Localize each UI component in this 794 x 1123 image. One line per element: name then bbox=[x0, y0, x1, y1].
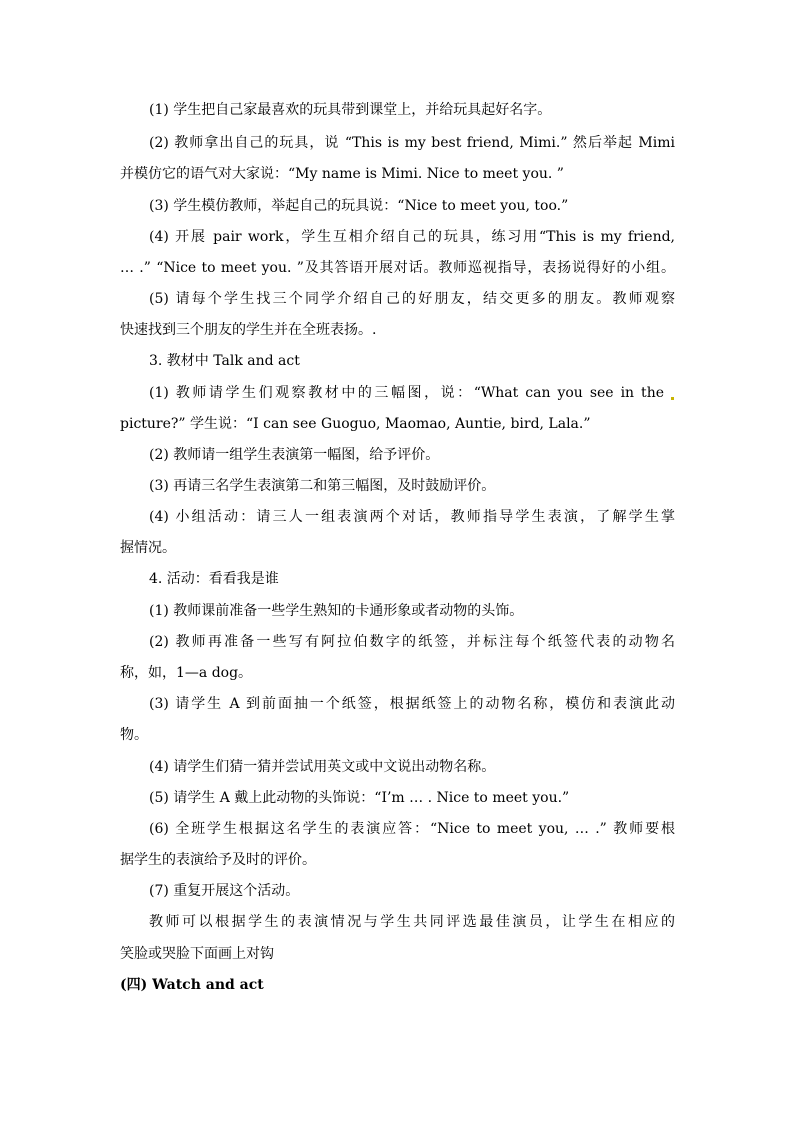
text-line-12: (2) 教师请一组学生表演第一幅图，给予评价。 bbox=[149, 447, 440, 463]
text-line-6: … .” “Nice to meet you. ”及其答语开展对话。教师巡视指导，表扬说得好的小组。 bbox=[120, 260, 675, 276]
text-line-5: (4) 开展 pair work，学生互相介绍自己的玩具，练习用“This is my friend, bbox=[149, 229, 675, 245]
text-line-21: 物。 bbox=[120, 727, 148, 743]
text-line-20: (3) 请学生 A 到前面抽一个纸签，根据纸签上的动物名称，模仿和表演此动 bbox=[149, 696, 675, 712]
text-line-11: picture?” 学生说：“I can see Guoguo, Maomao, Auntie, bird, Lala.” bbox=[120, 416, 591, 432]
text-line-19: 称，如，1—a dog。 bbox=[120, 665, 253, 681]
text-line-24: (6) 全班学生根据这名学生的表演应答：“Nice to meet you, … .” 教师要根 bbox=[149, 821, 675, 837]
text-line-17: (1) 教师课前准备一些学生熟知的卡通形象或者动物的头饰。 bbox=[149, 603, 524, 619]
text-line-22: (4) 请学生们猜一猜并尝试用英文或中文说出动物名称。 bbox=[149, 759, 496, 775]
text-line-28: 笑脸或哭脸下面画上对钩 bbox=[120, 946, 274, 962]
text-line-26: (7) 重复开展这个活动。 bbox=[149, 883, 300, 899]
text-line-3: 并模仿它的语气对大家说：“My name is Mimi. Nice to meet you. ” bbox=[120, 166, 564, 182]
text-line-15: 握情况。 bbox=[120, 540, 176, 556]
text-line-7: (5) 请每个学生找三个同学介绍自己的好朋友，结交更多的朋友。教师观察 bbox=[149, 291, 675, 307]
text-line-27: 教师可以根据学生的表演情况与学生共同评选最佳演员，让学生在相应的 bbox=[149, 914, 675, 930]
text-line-13: (3) 再请三名学生表演第二和第三幅图，及时鼓励评价。 bbox=[149, 478, 496, 494]
text-line-18: (2) 教师再准备一些写有阿拉伯数字的纸签，并标注每个纸签代表的动物名 bbox=[149, 634, 675, 650]
text-line-14: (4) 小组活动：请三人一组表演两个对话，教师指导学生表演，了解学生掌 bbox=[149, 509, 675, 525]
section-heading-4: 4. 活动：看看我是谁 bbox=[149, 571, 279, 587]
text-line-23: (5) 请学生 A 戴上此动物的头饰说：“I’m … . Nice to meet you.” bbox=[149, 790, 570, 806]
text-line-1: (1) 学生把自己家最喜欢的玩具带到课堂上，并给玩具起好名字。 bbox=[149, 102, 552, 118]
section-heading-watch-and-act: (四) Watch and act bbox=[120, 977, 264, 993]
text-line-10: (1) 教师请学生们观察教材中的三幅图，说：“What can you see in the bbox=[149, 385, 664, 401]
text-line-8: 快速找到三个朋友的学生并在全班表扬。. bbox=[120, 322, 377, 338]
text-line-2: (2) 教师拿出自己的玩具，说 “This is my best friend, Mimi.” 然后举起 Mimi bbox=[149, 135, 675, 151]
text-line-25: 据学生的表演给予及时的评价。 bbox=[120, 852, 316, 868]
highlight-mark bbox=[671, 397, 674, 400]
text-line-4: (3) 学生模仿教师，举起自己的玩具说：“Nice to meet you, too.” bbox=[149, 198, 569, 214]
section-heading-3: 3. 教材中 Talk and act bbox=[149, 353, 300, 369]
